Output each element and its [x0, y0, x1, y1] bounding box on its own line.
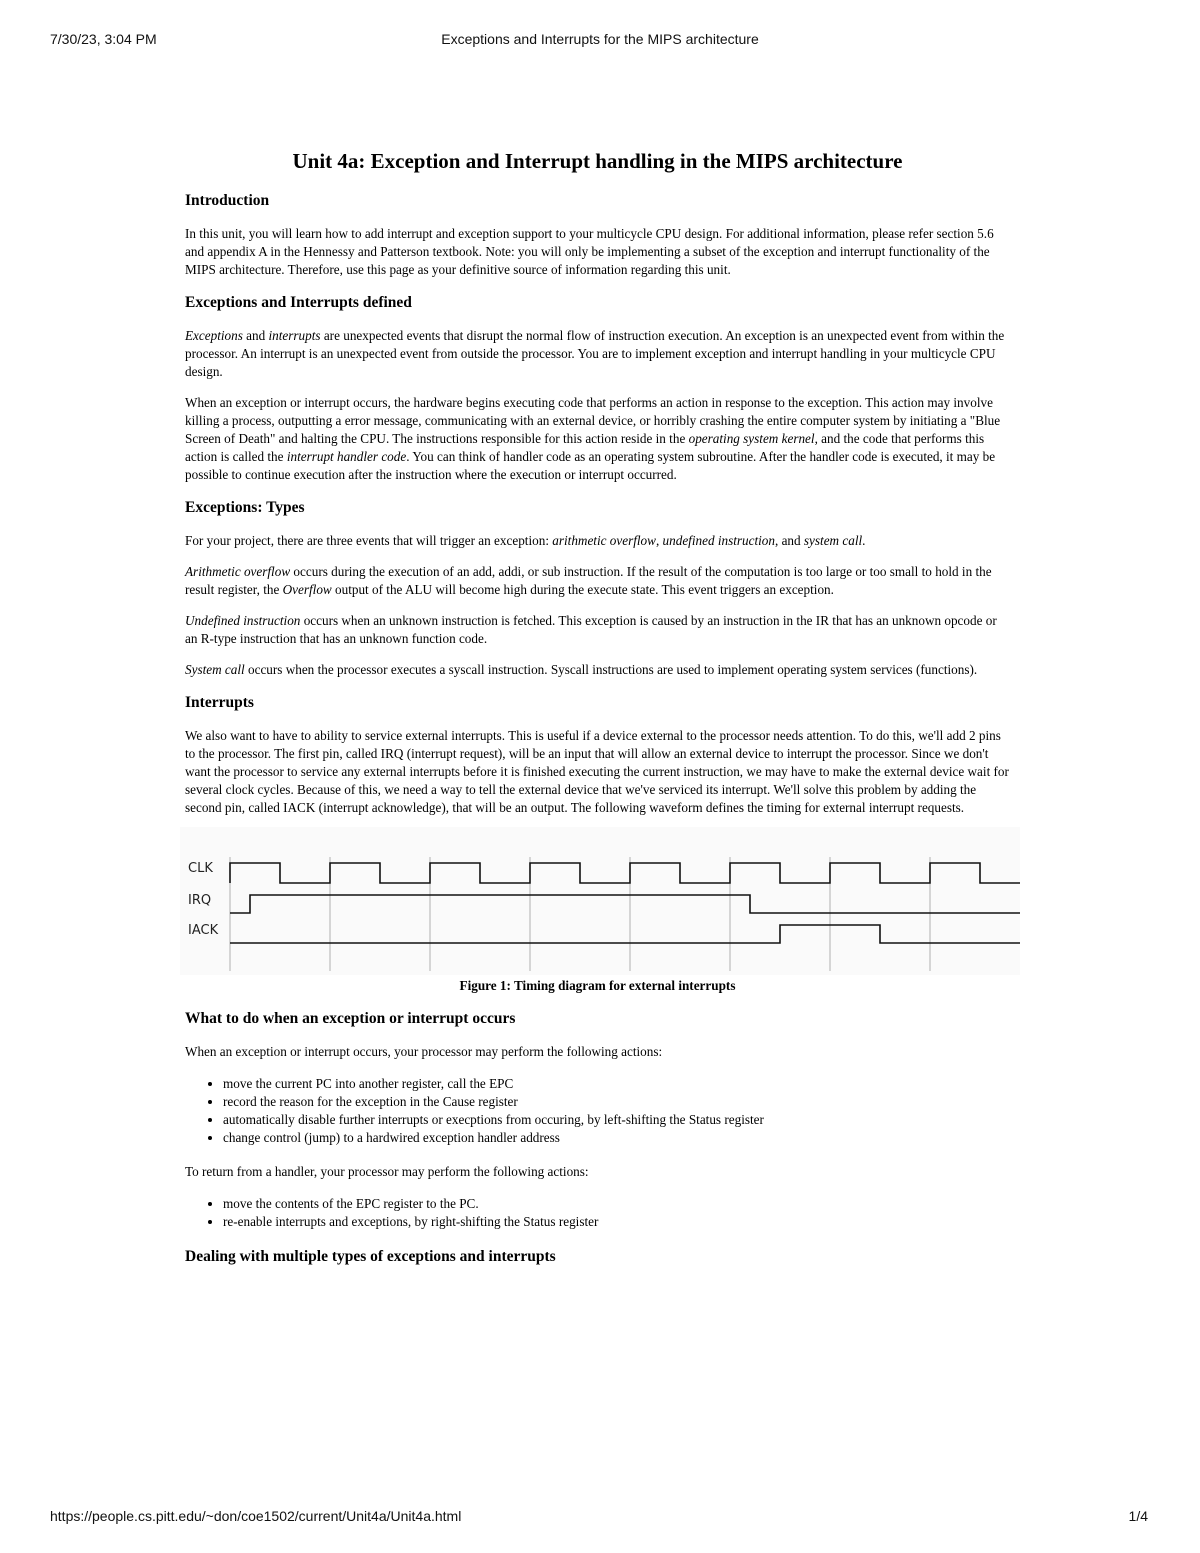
list-item: • record the reason for the exception in the Cause register	[223, 1093, 1010, 1111]
types-paragraph-overflow: Arithmetic overflow occurs during the execution of an add, addi, or sub instruction. If the result of the computation is too large or too small to hold in the result register, the Overflow output of the ALU will become high during the execute state. This event triggers an exception.	[185, 564, 992, 597]
list-item: • move the contents of the EPC register to the PC.	[223, 1195, 1010, 1213]
action-list	[185, 1075, 1010, 1147]
defined-paragraph-2: When an exception or interrupt occurs, the hardware begins executing code that performs an action in response to the exception. This action may involve killing a process, outputting a error message, communicating with an external device, or horribly crashing the entire computer system by initiating a "Blue Screen of Death" and halting the CPU. The instructions responsible for this action reside in the operating system kernel, and the code that performs this action is called the interrupt handler code. You can think of handler code as an operating system subroutine. After the handler code is executed, it may be possible to continue execution after the instruction where the execution or interrupt occurred.	[185, 395, 1001, 482]
timing-diagram	[180, 827, 1020, 975]
interrupts-paragraph: We also want to have to ability to service external interrupts. This is useful if a device external to the processor needs attention. To do this, we'll add 2 pins to the processor. The first pin, called IRQ (interrupt request), will be an input that will allow an external device to interrupt the processor. Since we don't want the processor to service any external interrupts before it is finished executing the current instruction, we may have to make the external device wait for several clock cycles. Because of this, we need a way to tell the external device that we've serviced its interrupt. We'll solve this problem by adding the second pin, called IACK (interrupt acknowledge), that will be an output. The following waveform defines the timing for external interrupt requests.	[185, 728, 1009, 815]
defined-paragraph-1: Exceptions and interrupts are unexpected events that disrupt the normal flow of instruction execution. An exception is an unexpected event from within the processor. An interrupt is an unexpected event from outside the processor. You are to implement exception and interrupt handling in your multicycle CPU design.	[185, 328, 1005, 379]
types-paragraph-undefined: Undefined instruction occurs when an unknown instruction is fetched. This exception is caused by an instruction in the IR that has an unknown opcode or an R-type instruction that has an unknown function code.	[185, 613, 997, 646]
heading-interrupts: Interrupts	[185, 694, 254, 711]
signal-label-iack: IACK	[188, 923, 219, 938]
heading-exception-types: Exceptions: Types	[185, 499, 305, 516]
print-footer-page: 1/4	[1128, 1508, 1148, 1524]
intro-paragraph: In this unit, you will learn how to add interrupt and exception support to your multicycle CPU design. For additional information, please refer section 5.6 and appendix A in the Hennessy and Patterson textbook. Note: you will only be implementing a subset of the exception and interrupt functionality of the MIPS architecture. Therefore, use this page as your definitive source of information regarding this unit.	[185, 226, 994, 277]
what-to-do-intro: When an exception or interrupt occurs, your processor may perform the following actions:	[185, 1044, 663, 1059]
document-body	[185, 147, 1010, 1281]
types-paragraph-syscall: System call occurs when the processor executes a syscall instruction. Syscall instructions are used to implement operating system services (functions).	[185, 662, 978, 677]
types-paragraph-1: For your project, there are three events that will trigger an exception: arithmetic overflow, undefined instruction, and system call.	[185, 533, 866, 548]
list-item: • automatically disable further interrupts or execptions from occuring, by left-shifting the Status register	[223, 1111, 1010, 1129]
heading-introduction: Introduction	[185, 192, 270, 209]
return-action-list	[185, 1195, 1010, 1231]
timing-diagram-svg	[180, 827, 1020, 975]
heading-exceptions-defined: Exceptions and Interrupts defined	[185, 294, 412, 311]
heading-what-to-do: What to do when an exception or interrupt occurs	[185, 1010, 516, 1027]
print-header-title: Exceptions and Interrupts for the MIPS architecture	[441, 31, 759, 47]
figure-caption: Figure 1: Timing diagram for external interrupts	[459, 978, 736, 993]
heading-multiple-types: Dealing with multiple types of exceptions and interrupts	[185, 1248, 556, 1265]
signal-label-clk: CLK	[188, 861, 213, 876]
signal-label-irq: IRQ	[188, 893, 212, 908]
page-title: Unit 4a: Exception and Interrupt handling in the MIPS architecture	[292, 149, 903, 173]
return-intro: To return from a handler, your processor may perform the following actions:	[185, 1164, 589, 1179]
list-item: • move the current PC into another register, call the EPC	[223, 1075, 1010, 1093]
print-footer-url: https://people.cs.pitt.edu/~don/coe1502/current/Unit4a/Unit4a.html	[50, 1508, 462, 1524]
list-item: • change control (jump) to a hardwired exception handler address	[223, 1129, 1010, 1147]
print-header-datetime: 7/30/23, 3:04 PM	[50, 31, 157, 47]
list-item: • re-enable interrupts and exceptions, by right-shifting the Status register	[223, 1213, 1010, 1231]
